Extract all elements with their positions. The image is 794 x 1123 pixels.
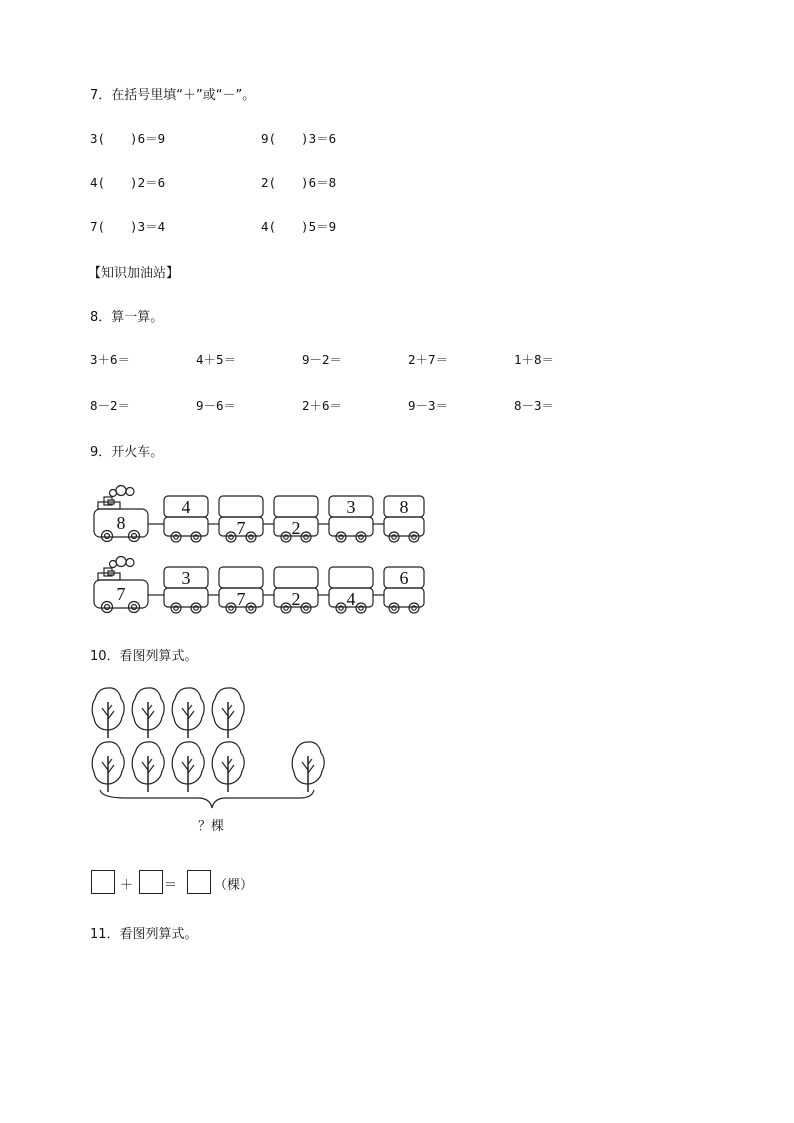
car-bottom-number: 2 xyxy=(291,589,301,609)
q11-title: 11．看图列算式。 xyxy=(90,927,198,942)
answer-box-1[interactable] xyxy=(91,870,115,894)
car-top-number: 6 xyxy=(399,568,409,588)
smoke-icon xyxy=(116,557,126,567)
q8-r2-c5: 8－3＝ xyxy=(514,398,555,413)
tree-icon xyxy=(132,742,164,792)
engine-wheel xyxy=(102,602,113,613)
answer-box-3[interactable] xyxy=(187,870,211,894)
car-top-number: 3 xyxy=(346,497,356,517)
q8-r1-c1: 3＋6＝ xyxy=(90,352,131,367)
q8-r1-c3: 9－2＝ xyxy=(302,352,343,367)
q8-r1-c2: 4＋5＝ xyxy=(196,352,237,367)
q8-r1-c5: 1＋8＝ xyxy=(514,352,555,367)
q8-r1-c4: 2＋7＝ xyxy=(408,352,449,367)
equals-sign: ＝ xyxy=(164,878,178,893)
engine-number: 8 xyxy=(116,513,126,533)
q10-title: 10．看图列算式。 xyxy=(90,649,198,664)
q7-r2-c2: 2( )6＝8 xyxy=(261,175,337,190)
smoke-icon xyxy=(126,488,134,496)
smoke-icon xyxy=(126,559,134,567)
q7-r1-c2: 9( )3＝6 xyxy=(261,131,337,146)
engine-wheel xyxy=(129,602,140,613)
section-title: 【知识加油站】 xyxy=(88,266,180,281)
car-bottom-number: 2 xyxy=(291,518,301,538)
q7-r2-c1: 4( )2＝6 xyxy=(90,175,166,190)
q7-r3-c1: 7( )3＝4 xyxy=(90,219,166,234)
tree-icon xyxy=(132,688,164,738)
answer-box-2[interactable] xyxy=(139,870,163,894)
unit-label: （棵） xyxy=(214,878,254,893)
train-diagram-2 xyxy=(92,555,432,615)
plus-sign: ＋ xyxy=(120,878,134,893)
tree-icon xyxy=(292,742,324,792)
q8-r2-c3: 2＋6＝ xyxy=(302,398,343,413)
q7-r1-c1: 3( )6＝9 xyxy=(90,131,166,146)
q8-title: 8．算一算。 xyxy=(90,310,164,325)
car-top-number: 3 xyxy=(181,568,191,588)
brace-label: ？棵 xyxy=(198,819,225,834)
curly-brace xyxy=(100,790,314,808)
smoke-icon xyxy=(116,486,126,496)
tree-icon xyxy=(172,688,204,738)
trees-illustration xyxy=(86,684,336,834)
car-bottom-number: 7 xyxy=(236,589,246,609)
car-top-number: 4 xyxy=(181,497,191,517)
engine-wheel xyxy=(129,531,140,542)
q7-title: 7．在括号里填“＋”或“－”。 xyxy=(90,88,256,103)
q8-r2-c4: 9－3＝ xyxy=(408,398,449,413)
train-diagram-1 xyxy=(92,484,432,544)
engine-wheel xyxy=(102,531,113,542)
q8-r2-c1: 8－2＝ xyxy=(90,398,131,413)
tree-icon xyxy=(92,742,124,792)
car-bottom-number: 4 xyxy=(346,589,356,609)
car-top-number: 8 xyxy=(399,497,409,517)
q9-title: 9．开火车。 xyxy=(90,445,164,460)
car-bottom-number: 7 xyxy=(236,518,246,538)
tree-icon xyxy=(212,742,244,792)
tree-icon xyxy=(92,688,124,738)
tree-icon xyxy=(172,742,204,792)
q8-r2-c2: 9－6＝ xyxy=(196,398,237,413)
tree-icon xyxy=(212,688,244,738)
q7-r3-c2: 4( )5＝9 xyxy=(261,219,337,234)
engine-number: 7 xyxy=(116,584,126,604)
